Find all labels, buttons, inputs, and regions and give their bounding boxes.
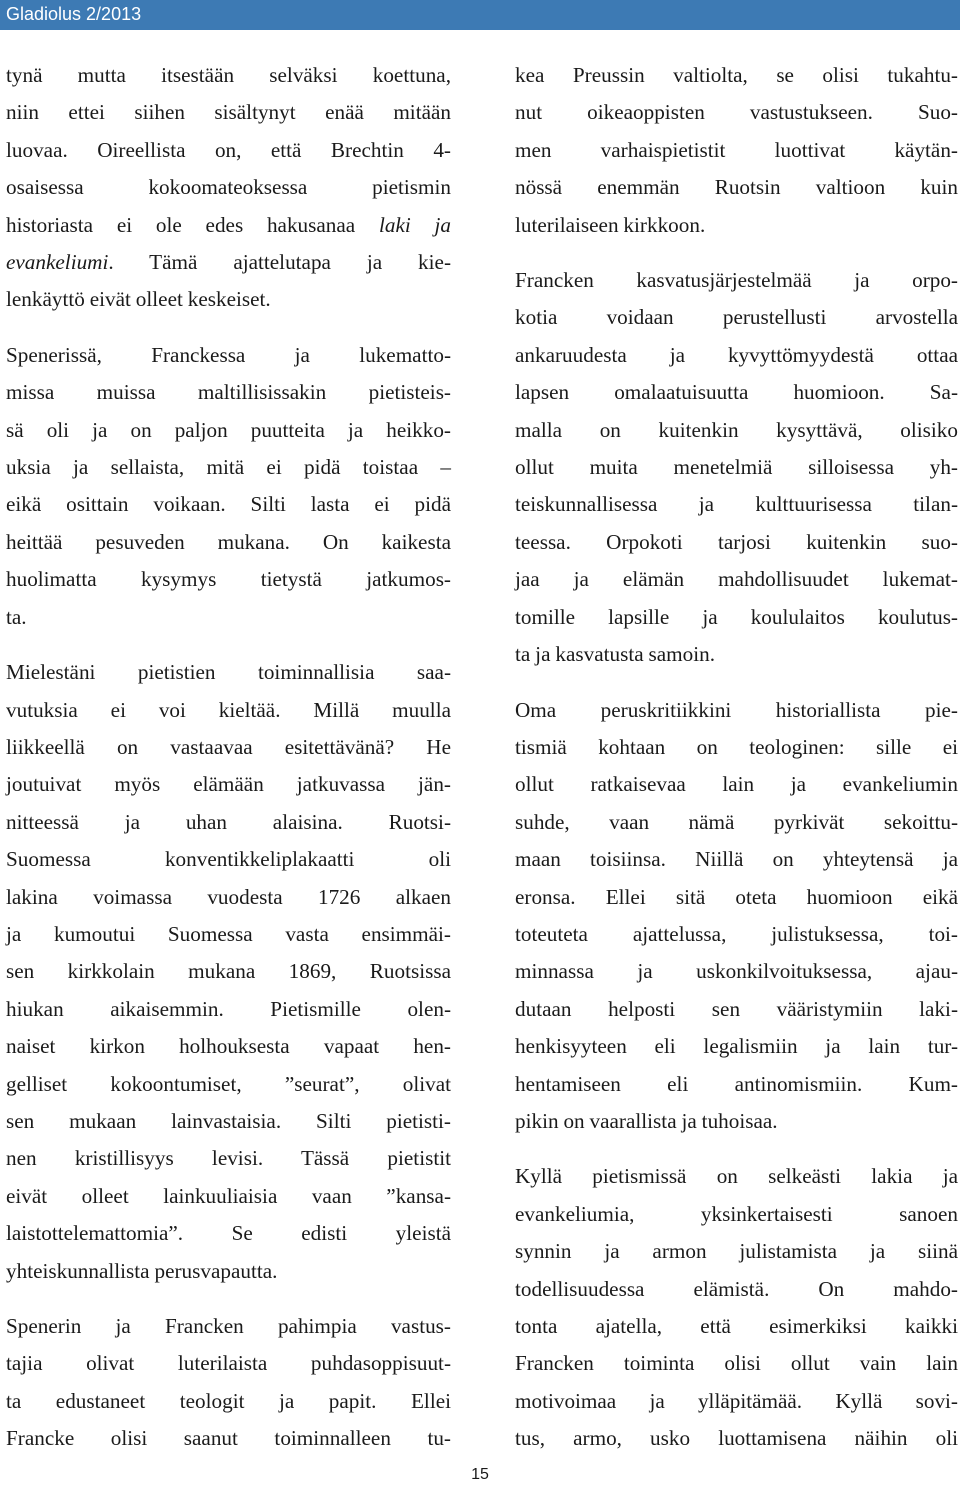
paragraph-5 [515, 57, 958, 244]
text-line: joutuivat myös elämään jatkuvassa jän- [6, 772, 451, 797]
text-line: synnin ja armon julistamista ja siinä [515, 1239, 958, 1264]
text-line: nut oikeaoppisten vastustukseen. Suo- [515, 100, 958, 125]
paragraph-6 [515, 262, 958, 673]
text-line: hiukan aikaisemmin. Pietismille olen- [6, 996, 451, 1021]
text-line: tajia olivat luterilaista puhdasoppisuut- [6, 1351, 451, 1376]
text-line: hentamiseen eli antinomismiin. Kum- [515, 1071, 958, 1096]
text-line: toteuteta ajattelussa, julistuksessa, toi- [515, 921, 958, 946]
text-line: tomille lapsille ja koululaitos koulutus- [515, 604, 958, 629]
text-line: yhteiskunnallista perusvapautta. [6, 1258, 278, 1283]
text-span: historiasta ei ole edes hakusanaa [6, 212, 379, 237]
text-line: nitteessä ja uhan alaisina. Ruotsi- [6, 809, 451, 834]
text-line: tynä mutta itsestään selväksi koettuna, [6, 63, 451, 87]
text-line: sen mukaan lainvastaisia. Silti pietisti- [6, 1108, 451, 1133]
text-line: ollut muita menetelmiä silloisessa yh- [515, 455, 958, 480]
text-line: todellisuudessa elämistä. On mahdo- [515, 1276, 958, 1301]
text-line: ollut ratkaisevaa lain ja evankeliumin [515, 772, 958, 797]
text-line: teiskunnallisessa ja kulttuurisessa tilan- [515, 492, 958, 517]
paragraph-4 [6, 1308, 451, 1458]
text-line: Francken toiminta olisi ollut vain lain [515, 1351, 958, 1376]
italic-text: evankeliumi [6, 250, 109, 275]
text-line: eronsa. Ellei sitä oteta huomioon eikä [515, 884, 958, 909]
text-line: Suomessa konventikkeliplakaatti oli [6, 847, 451, 872]
journal-title: Gladiolus 2/2013 [6, 4, 142, 24]
paragraph-3 [6, 654, 451, 1290]
text-line: tus, armo, usko luottamisena näihin oli [515, 1426, 958, 1451]
text-line: naiset kirkon holhouksesta vapaat hen- [6, 1034, 451, 1059]
paragraph-2 [6, 337, 451, 636]
text-line: henkisyyteen eli legalismiin ja lain tur- [515, 1034, 958, 1059]
paragraph-7 [515, 692, 958, 1141]
text-line: lakina voimassa vuodesta 1726 alkaen [6, 884, 451, 909]
text-line: osaisessa kokoomateoksessa pietismin [6, 175, 451, 200]
text-line: eikä osittain voikaan. Silti lasta ei pidä [6, 492, 451, 517]
text-line: men varhaispietistit luottivat käytän- [515, 137, 958, 162]
text-line: uksia ja sellaista, mitä ei pidä toistaa – [6, 455, 451, 480]
text-line: Francke olisi saanut toiminnalleen tu- [6, 1426, 451, 1451]
text-line: missa muissa maltillisissakin pietisteis- [6, 380, 451, 405]
text-line: evankeliumia, yksinkertaisesti sanoen [515, 1201, 958, 1226]
text-line: kotia voidaan perustellusti arvostella [515, 305, 958, 330]
text-line: sä oli ja on paljon puutteita ja heikko- [6, 417, 451, 442]
text-line: ja kumoutui Suomessa vasta ensimmäi- [6, 921, 451, 946]
text-line: luovaa. Oireellista on, että Brechtin 4- [6, 137, 451, 162]
text-line: vutuksia ei voi kieltää. Millä muulla [6, 697, 451, 722]
text-line: suhde, vaan nämä pyrkivät sekoittu- [515, 809, 958, 834]
text-line: ankaruudesta ja kyvyttömyydestä ottaa [515, 342, 958, 367]
text-line: heittää pesuveden mukana. On kaikesta [6, 529, 451, 554]
text-line: lenkäyttö eivät olleet keskeiset. [6, 287, 271, 312]
text-line: Mielestäni pietistien toiminnallisia saa- [6, 660, 451, 685]
paragraph-8 [515, 1158, 958, 1457]
text-line: tonta ajatella, että esimerkiksi kaikki [515, 1314, 958, 1338]
text-line: maan toisiinsa. Niillä on yhteytensä ja [515, 847, 958, 872]
italic-text: laki ja [378, 212, 451, 237]
page-header [0, 0, 960, 30]
text-line: dutaan helposti sen vääristymiin laki- [515, 996, 958, 1021]
page-number: 15 [471, 1466, 489, 1483]
text-line: lapsen omalaatuisuutta huomioon. Sa- [515, 380, 958, 405]
text-line: laistottelemattomia”. Se edisti yleistä [6, 1221, 451, 1246]
text-line: jaa ja elämän mahdollisuudet lukemat- [515, 567, 958, 592]
paragraph-1 [6, 57, 451, 319]
text-line: liikkeellä on vastaavaa esitettävänä? He [6, 734, 451, 759]
text-line: motivoimaa ja ylläpitämää. Kyllä sovi- [515, 1388, 958, 1413]
text-line [6, 207, 451, 244]
text-line: malla on kuitenkin kysyttävä, olisiko [515, 417, 958, 442]
text-line: ta. [6, 604, 27, 629]
text-line: pikin on vaarallista ja tuhoisaa. [515, 1108, 778, 1133]
text-line: niin ettei siihen sisältynyt enää mitään [6, 100, 451, 125]
text-line: eivät olleet lainkuuliaisia vaan ”kansa- [6, 1183, 451, 1208]
text-line: sen kirkkolain mukana 1869, Ruotsissa [6, 959, 451, 984]
text-line: luterilaiseen kirkkoon. [515, 212, 706, 237]
text-line: Spenerin ja Francken pahimpia vastus- [6, 1314, 451, 1338]
text-line: teessa. Orpokoti tarjosi kuitenkin suo- [515, 529, 958, 554]
text-line: ta ja kasvatusta samoin. [515, 642, 716, 667]
right-column [515, 57, 958, 1476]
text-line: kea Preussin valtiolta, se olisi tukahtu- [515, 63, 958, 87]
text-line: nen kristillisyys levisi. Tässä pietistit [6, 1146, 451, 1171]
text-line: gelliset kokoontumiset, ”seurat”, olivat [6, 1071, 451, 1096]
text-line: minnassa ja uskonkilvoituksessa, ajau- [515, 959, 958, 984]
text-line: Kyllä pietismissä on selkeästi lakia ja [515, 1164, 958, 1189]
text-line: Francken kasvatusjärjestelmää ja orpo- [515, 268, 958, 293]
text-line: tismiä kohtaan on teologinen: sille ei [515, 734, 958, 759]
text-line: Spenerissä, Franckessa ja lukematto- [6, 342, 451, 367]
text-line [6, 244, 451, 281]
text-line: nössä enemmän Ruotsin valtioon kuin [515, 175, 958, 200]
text-line: huolimatta kysymys tietystä jatkumos- [6, 567, 451, 592]
text-line: ta edustaneet teologit ja papit. Ellei [6, 1388, 451, 1413]
text-span: . Tämä ajattelutapa ja kie- [108, 250, 451, 275]
left-column [6, 57, 451, 1476]
text-line: Oma peruskritiikkini historiallista pie- [515, 697, 958, 722]
